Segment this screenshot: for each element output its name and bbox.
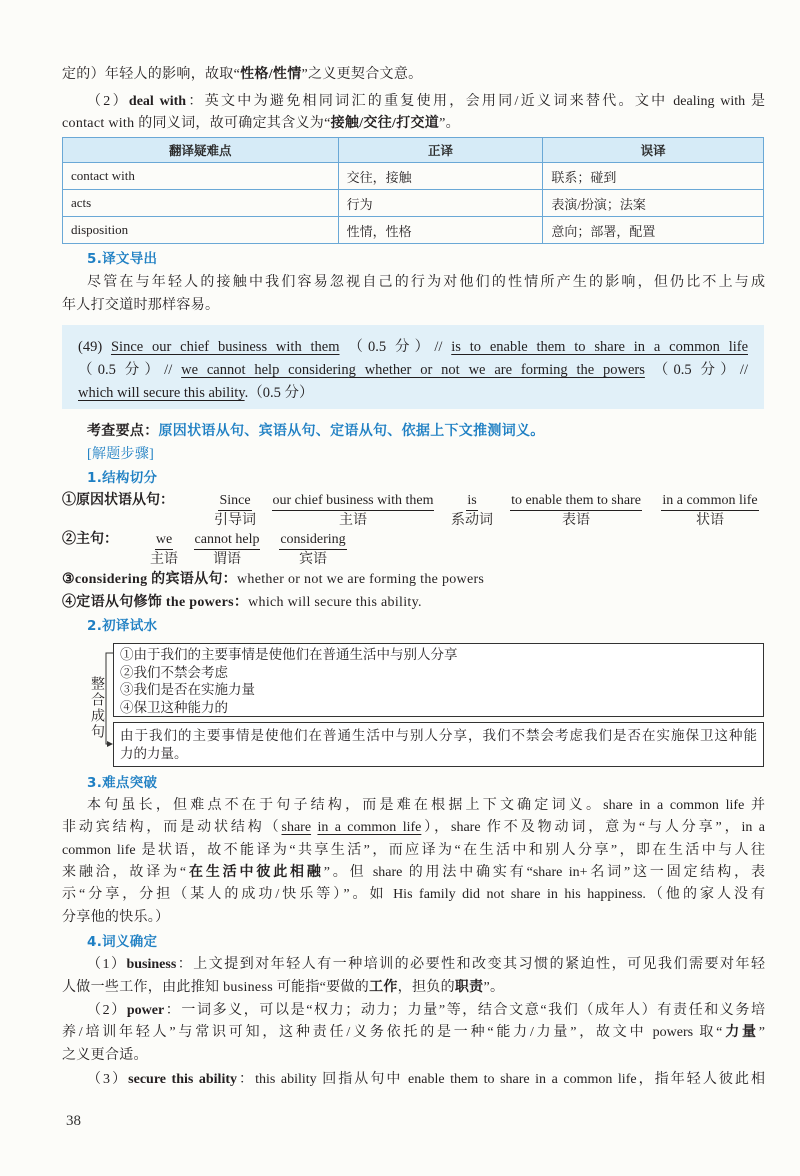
structure-part xyxy=(655,491,765,531)
text-run: 养/培训年轻人”与常识可知，这种责任/义务依托的是一种“能力/力量”，故文中 powers 取“ xyxy=(62,1025,723,1040)
structure-row-adverbial-clause xyxy=(62,491,765,531)
structure-part xyxy=(258,491,448,531)
structure-row-object-clause xyxy=(62,569,765,591)
table-cell: acts xyxy=(63,190,339,217)
text-run: ），share 作不及物动词，意为“与人分享”，in a xyxy=(421,820,765,835)
text-run: ：this ability 回指从句中 enable them to share in a common life，指年轻人彼此相 xyxy=(237,1072,765,1087)
text-run: which will secure this ability xyxy=(78,385,245,401)
fragment-line: ④保卫这种能力的 xyxy=(120,699,228,715)
text-run: 人做一些工作，由此推知 business 可能指“要做的 xyxy=(62,980,370,995)
paragraph-line xyxy=(62,907,765,929)
structure-label: ①原因状语从句： xyxy=(62,493,174,508)
structure-part xyxy=(444,491,500,531)
text-run: 在生活中彼此相融 xyxy=(186,865,324,880)
table-header-row xyxy=(63,138,764,163)
structure-word: we xyxy=(155,530,173,550)
paragraph-line xyxy=(62,795,765,817)
paragraph-line xyxy=(62,1022,765,1044)
structure-word: Since xyxy=(218,491,251,511)
text-run: （1） xyxy=(87,957,127,972)
paragraph-line xyxy=(62,862,765,884)
translation-table xyxy=(62,137,764,244)
paragraph-line xyxy=(62,1000,765,1022)
text-run: 性格/性情 xyxy=(240,67,302,82)
structure-word: our chief business with them xyxy=(272,491,435,511)
structure-part xyxy=(213,491,257,531)
fragment-box xyxy=(113,643,764,717)
sentence-line xyxy=(78,336,748,359)
text-run: （2） xyxy=(87,94,129,109)
text-run: （0.5 分）// xyxy=(339,339,452,355)
text-run: 分享他的快乐。） xyxy=(62,910,170,925)
text-run: .（0.5 分） xyxy=(244,385,314,401)
section-heading: 4.词义确定 xyxy=(87,934,158,950)
table-cell: disposition xyxy=(63,217,339,244)
text-run: ”。 xyxy=(439,116,460,131)
paragraph-line xyxy=(62,1045,765,1067)
table-row xyxy=(63,163,764,190)
structure-role: 主语 xyxy=(339,513,367,528)
paragraph-line: 尽管在与年轻人的接触中我们容易忽视自己的行为对他们的性情所产生的影响，但仍比不上与成 xyxy=(87,275,765,290)
text-run: ，担负的 xyxy=(397,980,455,995)
text-run: common life 是状语，故不能译为“共享生活”，而应译为“在生活中和别人分享”，即在生活中与人往 xyxy=(62,843,765,858)
text-run: ：英文中为避免相同词汇的重复使用，会用同/近义词来替代。文中 dealing with 是 xyxy=(186,94,765,109)
text-run: 职责 xyxy=(454,980,484,995)
paragraph-line xyxy=(62,884,765,906)
structure-part xyxy=(271,530,355,570)
text-run: is to enable them to share in a common life xyxy=(451,339,748,355)
text-run: ”。但 share 的用法中确实有“share in+名词”这一固定结构，表 xyxy=(323,865,765,880)
structure-role: 谓语 xyxy=(213,552,241,567)
structure-word: is xyxy=(466,491,477,511)
fragment-line: ②我们不禁会考虑 xyxy=(120,664,228,680)
structure-word: in a common life xyxy=(661,491,758,511)
table-cell: 表演/扮演；法案 xyxy=(543,190,764,217)
structure-label: ③considering 的宾语从句： xyxy=(62,572,237,587)
bracket-line xyxy=(106,653,113,744)
table-row xyxy=(63,190,764,217)
table-cell: 联系；碰到 xyxy=(543,163,764,190)
text-run: （2） xyxy=(87,1003,127,1018)
text-run: secure this ability xyxy=(128,1072,237,1087)
sentence-line xyxy=(78,382,748,405)
text-run: （0.5 分）// xyxy=(644,362,748,378)
structure-part xyxy=(183,530,271,570)
structure-role: 宾语 xyxy=(299,552,327,567)
key-points xyxy=(62,421,765,443)
text-run: 之义更合适。 xyxy=(62,1048,148,1063)
structure-row-attributive-clause xyxy=(62,592,765,614)
section-heading: 5.译文导出 xyxy=(87,251,158,267)
structure-part xyxy=(146,530,182,570)
intro-line xyxy=(62,64,765,86)
text-run: power xyxy=(126,1003,165,1018)
fragment-line: ①由于我们的主要事情是使他们在普通生活中与别人分享 xyxy=(120,647,458,662)
sentence-box xyxy=(62,325,764,409)
structure-label: ④定语从句修饰 the powers： xyxy=(62,595,249,610)
combined-box xyxy=(113,722,764,767)
table-header: 正译 xyxy=(338,138,543,163)
steps-label: [解题步骤] xyxy=(87,447,155,462)
text-run: contact with 的同义词，故可确定其含义为“ xyxy=(62,116,331,131)
structure-role: 引导词 xyxy=(214,513,256,528)
text-run: ”之义更契合文意。 xyxy=(301,67,423,82)
text-run: 非动宾结构，而是动状结构（ xyxy=(62,820,282,835)
structure-word: to enable them to share xyxy=(510,491,642,511)
structure-label: ②主句： xyxy=(62,532,118,547)
intro-line xyxy=(62,91,765,113)
text-run: share xyxy=(281,820,312,835)
table-cell: 意向；部署，配置 xyxy=(543,217,764,244)
text-run: （3） xyxy=(87,1072,129,1087)
intro-line xyxy=(62,113,765,135)
text-run: 定的）年轻人的影响，故取“ xyxy=(62,67,241,82)
text-run: 工作 xyxy=(369,980,398,995)
text-run: ” xyxy=(758,1025,765,1040)
table-header: 翻译疑难点 xyxy=(63,138,339,163)
section-heading: 3.难点突破 xyxy=(87,775,158,791)
structure-text: which will secure this ability. xyxy=(248,595,422,610)
text-run: 力量 xyxy=(722,1025,759,1040)
key-points-text: 原因状语从句、宾语从句、定语从句、依据上下文推测词义。 xyxy=(158,424,545,439)
text-run: Since our chief business with them xyxy=(110,339,340,355)
text-run: 接触/交往/打交道 xyxy=(330,116,440,131)
structure-word: cannot help xyxy=(194,530,261,550)
table-cell: 交往，接触 xyxy=(338,163,543,190)
section-heading: 1.结构切分 xyxy=(87,470,158,486)
text-run: ”。 xyxy=(483,980,505,995)
table-cell: 性情，性格 xyxy=(338,217,543,244)
text-run: ：一词多义，可以是“权力；动力；力量”等，结合文意“我们（成年人）有责任和义务培 xyxy=(164,1003,765,1018)
paragraph-line xyxy=(62,977,765,999)
structure-part xyxy=(500,491,652,531)
combined-line: 由于我们的主要事情是使他们在普通生活中与别人分享，我们不禁会考虑我们是否在实施保卫这种能 xyxy=(120,728,757,743)
paragraph-line xyxy=(62,817,765,839)
section-heading: 2.初译试水 xyxy=(87,618,158,634)
text-run: 本句虽长，但难点不在于句子结构，而是难在根据上下文确定词义。share in a common life 并 xyxy=(87,798,765,813)
table-cell: contact with xyxy=(63,163,339,190)
page-number: 38 xyxy=(66,1113,81,1129)
table-cell: 行为 xyxy=(338,190,543,217)
structure-role: 表语 xyxy=(562,513,590,528)
structure-word: considering xyxy=(279,530,346,550)
paragraph-line: 年人打交道时那样容易。 xyxy=(62,298,220,313)
text-run: in a common life xyxy=(317,820,422,835)
text-run: we cannot help considering whether or not we are forming the powers xyxy=(181,362,645,378)
text-run: 来融洽，故译为“ xyxy=(62,865,187,880)
fragment-line: ③我们是否在实施力量 xyxy=(120,682,255,697)
key-points-label: 考查要点： xyxy=(87,424,159,439)
text-run: deal with xyxy=(128,94,187,109)
text-run: （0.5 分）// xyxy=(78,362,182,378)
combined-line: 力的力量。 xyxy=(120,746,188,761)
text-run: 示“分享，分担（某人的成功/快乐等）”。如 His family did not share in his happiness.（他的家人没有 xyxy=(62,887,765,902)
paragraph-line xyxy=(62,954,765,976)
structure-text: whether or not we are forming the powers xyxy=(236,572,485,587)
structure-role: 主语 xyxy=(150,552,178,567)
table-header: 误译 xyxy=(543,138,764,163)
sentence-line xyxy=(78,359,748,382)
structure-role: 系动词 xyxy=(451,513,493,528)
text-run: business xyxy=(126,957,177,972)
paragraph-line xyxy=(62,1069,765,1091)
structure-role: 状语 xyxy=(696,513,724,528)
merge-label: 整合成句 xyxy=(89,676,104,740)
table-row xyxy=(63,217,764,244)
text-run: ：上文提到对年轻人有一种培训的必要性和改变其习惯的紧迫性，可见我们需要对年轻 xyxy=(176,957,765,972)
text-run: (49) xyxy=(78,339,111,355)
paragraph-line xyxy=(62,840,765,862)
structure-row-main-clause xyxy=(62,530,765,570)
